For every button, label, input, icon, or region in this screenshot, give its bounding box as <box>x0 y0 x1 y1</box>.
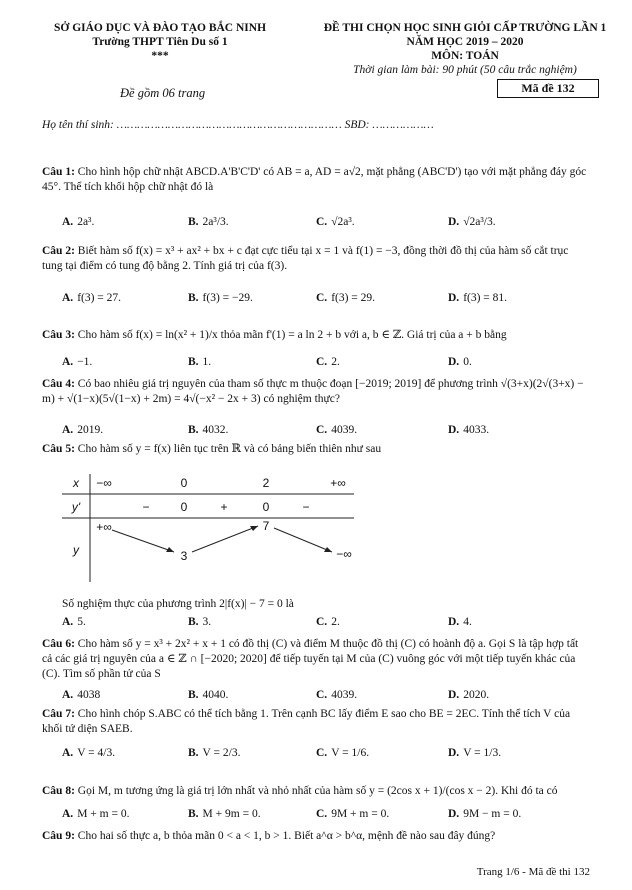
decrease-arrow <box>274 528 332 552</box>
decrease-arrow <box>112 530 174 552</box>
q7-option-b[interactable]: B. V = 2/3. <box>188 747 241 759</box>
q-text: Cho hình hộp chữ nhật ABCD.A'B'C'D' có AB = a, AD = a√2, mặt phẳng (ABC'D') tạo với mặt phẳng đáy góc 45°. Thể tích khối hộp chữ nhật đó là <box>42 166 587 193</box>
q8-option-d[interactable]: D. 9M − m = 0. <box>448 808 522 820</box>
question-5-continued: Số nghiệm thực của phương trình 2|f(x)| − 7 = 0 là <box>62 598 294 610</box>
q4-option-d[interactable]: D. 4033. <box>448 424 490 436</box>
y-value: −∞ <box>336 547 352 561</box>
question-2: Câu 2: Biết hàm số f(x) = x³ + ax² + bx + c đạt cực tiểu tại x = 1 và f(1) = −3, đồng thời đồ thị của hàm số cắt trục tung tại điểm có tung độ bằng 2. Tính giá trị của f(3). <box>42 245 569 272</box>
sign: − <box>142 500 150 514</box>
page-footer: Trang 1/6 - Mã đề thi 132 <box>476 866 590 878</box>
q8-option-a[interactable]: A. M + m = 0. <box>62 808 130 820</box>
q3-option-c[interactable]: C. 2. <box>316 356 340 368</box>
x-value: +∞ <box>330 476 346 490</box>
y-value: 7 <box>262 519 270 533</box>
x-value: 0 <box>180 476 188 490</box>
q6-option-d[interactable]: D. 2020. <box>448 689 490 701</box>
x-value: 2 <box>262 476 270 490</box>
q6-option-b[interactable]: B. 4040. <box>188 689 229 701</box>
sign: 0 <box>180 500 188 514</box>
q2-option-b[interactable]: B. f(3) = −29. <box>188 292 253 304</box>
exam-code: Mã đề 132 <box>497 79 599 98</box>
q-label: Câu 1: <box>42 166 75 178</box>
time-limit: Thời gian làm bài: 90 phút (50 câu trắc nghiệm) <box>353 64 577 76</box>
q7-option-a[interactable]: A. V = 4/3. <box>62 747 116 759</box>
q4-option-b[interactable]: B. 4032. <box>188 424 229 436</box>
q4-option-a[interactable]: A. 2019. <box>62 424 104 436</box>
q5-option-b[interactable]: B. 3. <box>188 616 212 628</box>
q7-option-c[interactable]: C. V = 1/6. <box>316 747 370 759</box>
exam-title: ĐỀ THI CHỌN HỌC SINH GIỎI CẤP TRƯỜNG LẦN 1 <box>323 22 607 34</box>
candidate-line: Họ tên thí sinh: ………………………………………………………… SBD: ……………… <box>42 119 434 131</box>
increase-arrow <box>192 526 258 552</box>
x-label: x <box>73 476 79 490</box>
q6-option-a[interactable]: A. 4038 <box>62 689 101 701</box>
q5-option-a[interactable]: A. 5. <box>62 616 86 628</box>
q2-option-c[interactable]: C. f(3) = 29. <box>316 292 376 304</box>
q2-option-d[interactable]: D. f(3) = 81. <box>448 292 508 304</box>
q1-option-b[interactable]: B. 2a³/3. <box>188 216 229 228</box>
q5-option-d[interactable]: D. 4. <box>448 616 472 628</box>
q1-option-c[interactable]: C. √2a³. <box>316 216 355 228</box>
y-value: 3 <box>180 549 188 563</box>
x-value: −∞ <box>96 476 112 490</box>
question-8: Câu 8: Gọi M, m tương ứng là giá trị lớn nhất và nhỏ nhất của hàm số y = (2cos x + 1)/(cos x − 2). Khi đó ta có <box>42 785 558 797</box>
school-name: Trường THPT Tiên Du số 1 <box>92 36 228 48</box>
question-7: Câu 7: Cho hình chóp S.ABC có thể tích bằng 1. Trên cạnh BC lấy điểm E sao cho BE = 2EC. Tính thể tích V của khối tứ diện SAEB. <box>42 708 571 735</box>
q6-option-c[interactable]: C. 4039. <box>316 689 358 701</box>
q1-option-d[interactable]: D. √2a³/3. <box>448 216 496 228</box>
pages-note: Đề gồm 06 trang <box>120 86 206 100</box>
q3-option-d[interactable]: D. 0. <box>448 356 472 368</box>
question-5: Câu 5: Cho hàm số y = f(x) liên tục trên ℝ và có bảng biến thiên như sau <box>42 443 382 455</box>
sign: 0 <box>262 500 270 514</box>
sign: + <box>220 500 228 514</box>
q5-option-c[interactable]: C. 2. <box>316 616 340 628</box>
q1-option-a[interactable]: A. 2a³. <box>62 216 95 228</box>
header-stars: *** <box>151 50 169 62</box>
question-1 <box>42 165 590 195</box>
y-value: +∞ <box>96 520 112 534</box>
q4-option-c[interactable]: C. 4039. <box>316 424 358 436</box>
school-department: SỞ GIÁO DỤC VÀ ĐÀO TẠO BẮC NINH <box>53 22 267 34</box>
question-3: Câu 3: Cho hàm số f(x) = ln(x² + 1)/x thỏa mãn f'(1) = a ln 2 + b với a, b ∈ ℤ. Giá trị của a + b bằng <box>42 329 507 341</box>
q3-option-b[interactable]: B. 1. <box>188 356 212 368</box>
question-9: Câu 9: Cho hai số thực a, b thỏa mãn 0 < a < 1, b > 1. Biết a^α > b^α, mệnh đề nào sau đây đúng? <box>42 830 496 842</box>
q3-option-a[interactable]: A. −1. <box>62 356 93 368</box>
variation-table <box>62 474 354 582</box>
q7-option-d[interactable]: D. V = 1/3. <box>448 747 502 759</box>
y-label: y <box>73 543 79 557</box>
q2-option-a[interactable]: A. f(3) = 27. <box>62 292 122 304</box>
question-6: Câu 6: Cho hàm số y = x³ + 2x² + x + 1 có đồ thị (C) và điểm M thuộc đồ thị (C) có hoành độ a. Gọi S là tập hợp tất cả các giá trị nguyên của a ∈ ℤ ∩ [−2020; 2020] để tiếp tuyến tại M của (C) vuông góc với một tiếp tuyến khác của (C). Tìm số phần tử của S <box>42 638 579 680</box>
question-4: Câu 4: Có bao nhiêu giá trị nguyên của tham số thực m thuộc đoạn [−2019; 2019] để phương trình √(3+x)(2√(3+x) − m) + √(1−x)(5√(1−x) + 2m) = 4√(−x² − 2x + 3) có nghiệm thực? <box>42 378 584 405</box>
sign: − <box>302 500 310 514</box>
yprime-label: y' <box>71 500 81 514</box>
school-year: NĂM HỌC 2019 – 2020 <box>406 36 524 48</box>
subject: MÔN: TOÁN <box>431 50 499 62</box>
q8-option-c[interactable]: C. 9M + m = 0. <box>316 808 390 820</box>
q8-option-b[interactable]: B. M + 9m = 0. <box>188 808 261 820</box>
